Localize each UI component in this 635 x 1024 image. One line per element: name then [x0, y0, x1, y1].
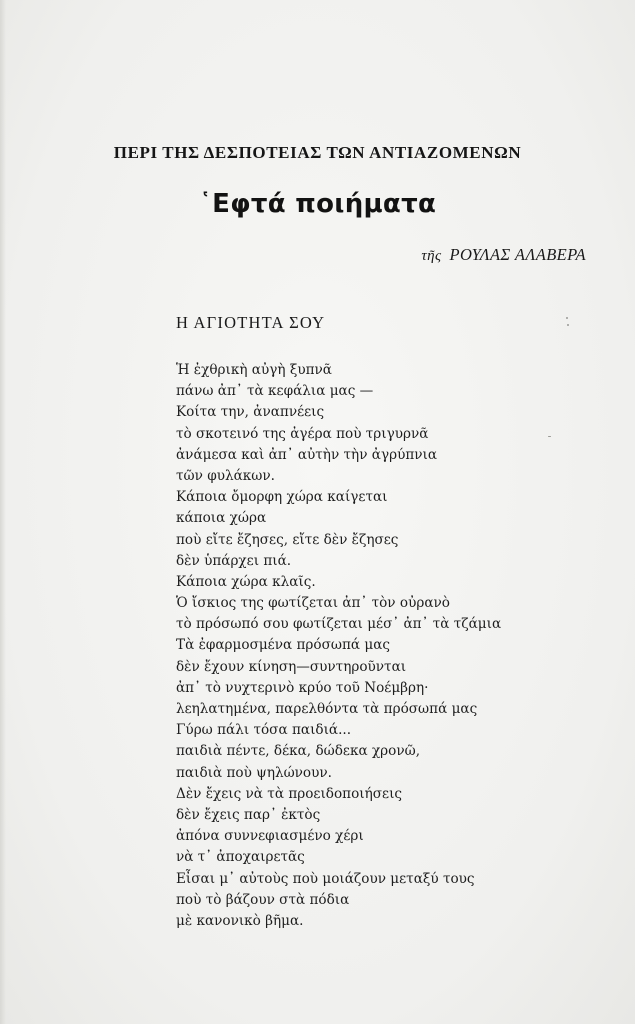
poem-line: Εἶσαι μ᾿ αὐτοὺς ποὺ μοιάζουν μεταξύ τους — [176, 870, 475, 887]
scan-speck — [548, 436, 551, 437]
poem-body — [176, 360, 596, 932]
poem-line: δὲν ἔχεις παρ᾿ ἐκτὸς — [176, 806, 321, 823]
poem-title: Η ΑΓΙΟΤΗΤΑ ΣΟΥ — [176, 313, 326, 332]
poem-line: μὲ κανονικὸ βῆμα. — [176, 912, 304, 929]
poem-line: παιδιὰ ποὺ ψηλώνουν. — [176, 764, 332, 781]
poem-line: κάποια χώρα — [176, 510, 267, 527]
poem-line: δὲν ὑπάρχει πιά. — [176, 552, 292, 569]
poem-line: πάνω ἀπ᾿ τὰ κεφάλια μας — — [176, 383, 374, 400]
main-title: ῾Εφτά ποιήματα — [198, 189, 437, 219]
poem-line: Γύρω πάλι τόσα παιδιά... — [176, 722, 352, 739]
poem-line: δὲν ἔχουν κίνηση—συντηροῦνται — [176, 658, 407, 675]
poem-line: ποὺ τὸ βάζουν στὰ πόδια — [176, 891, 350, 908]
poem-line: ἀπόνα συννεφιασμένο χέρι — [176, 828, 364, 845]
poem-line: ποὺ εἴτε ἔζησες, εἴτε δὲν ἔζησες — [176, 531, 399, 548]
poem-line: παιδιὰ πέντε, δέκα, δώδεκα χρονῶ, — [176, 743, 421, 760]
byline-prefix: τῆς — [421, 248, 442, 264]
poem-line: Ἡ ἐχθρικὴ αὐγὴ ξυπνᾶ — [176, 362, 332, 378]
scan-speck — [566, 317, 568, 319]
series-title: ΠΕΡΙ ΤΗΣ ΔΕΣΠΟΤΕΙΑΣ ΤΩΝ ΑΝΤΙΑΖΟΜΕΝΩΝ — [113, 143, 522, 162]
poem-line: Κοίτα την, ἀναπνέεις — [176, 404, 325, 421]
poem-line: Δὲν ἔχεις νὰ τὰ προειδοποιήσεις — [176, 785, 403, 802]
byline — [421, 245, 586, 265]
poem-line: λεηλατημένα, παρελθόντα τὰ πρόσωπά μας — [176, 701, 478, 717]
scan-speck — [567, 324, 569, 326]
poem-line: τὸ σκοτεινό της ἀγέρα ποὺ τριγυρνᾶ — [176, 425, 429, 442]
poem-line: Κάποια χώρα κλαῖς. — [176, 573, 316, 590]
poem-line: Ὁ ἴσκιος της φωτίζεται ἀπ᾿ τὸν οὐρανὸ — [176, 595, 450, 612]
poem-line: Κάποια ὄμορφη χώρα καίγεται — [176, 489, 388, 506]
poem-line: ἀπ᾿ τὸ νυχτερινὸ κρύο τοῦ Νοέμβρη· — [176, 679, 429, 696]
poem-line: νὰ τ᾿ ἀποχαιρετᾶς — [176, 849, 305, 866]
byline-author: ΡΟΥΛΑΣ ΑΛΑΒΕΡΑ — [449, 245, 586, 264]
poem-line: ἀνάμεσα καὶ ἀπ᾿ αὐτὴν τὴν ἀγρύπνια — [176, 446, 438, 463]
poem-line: τῶν φυλάκων. — [176, 467, 275, 484]
poem-line: τὸ πρόσωπό σου φωτίζεται μέσ᾿ ἀπ᾿ τὰ τζάμια — [176, 616, 502, 633]
poem-line: Τὰ ἐφαρμοσμένα πρόσωπά μας — [176, 637, 391, 654]
